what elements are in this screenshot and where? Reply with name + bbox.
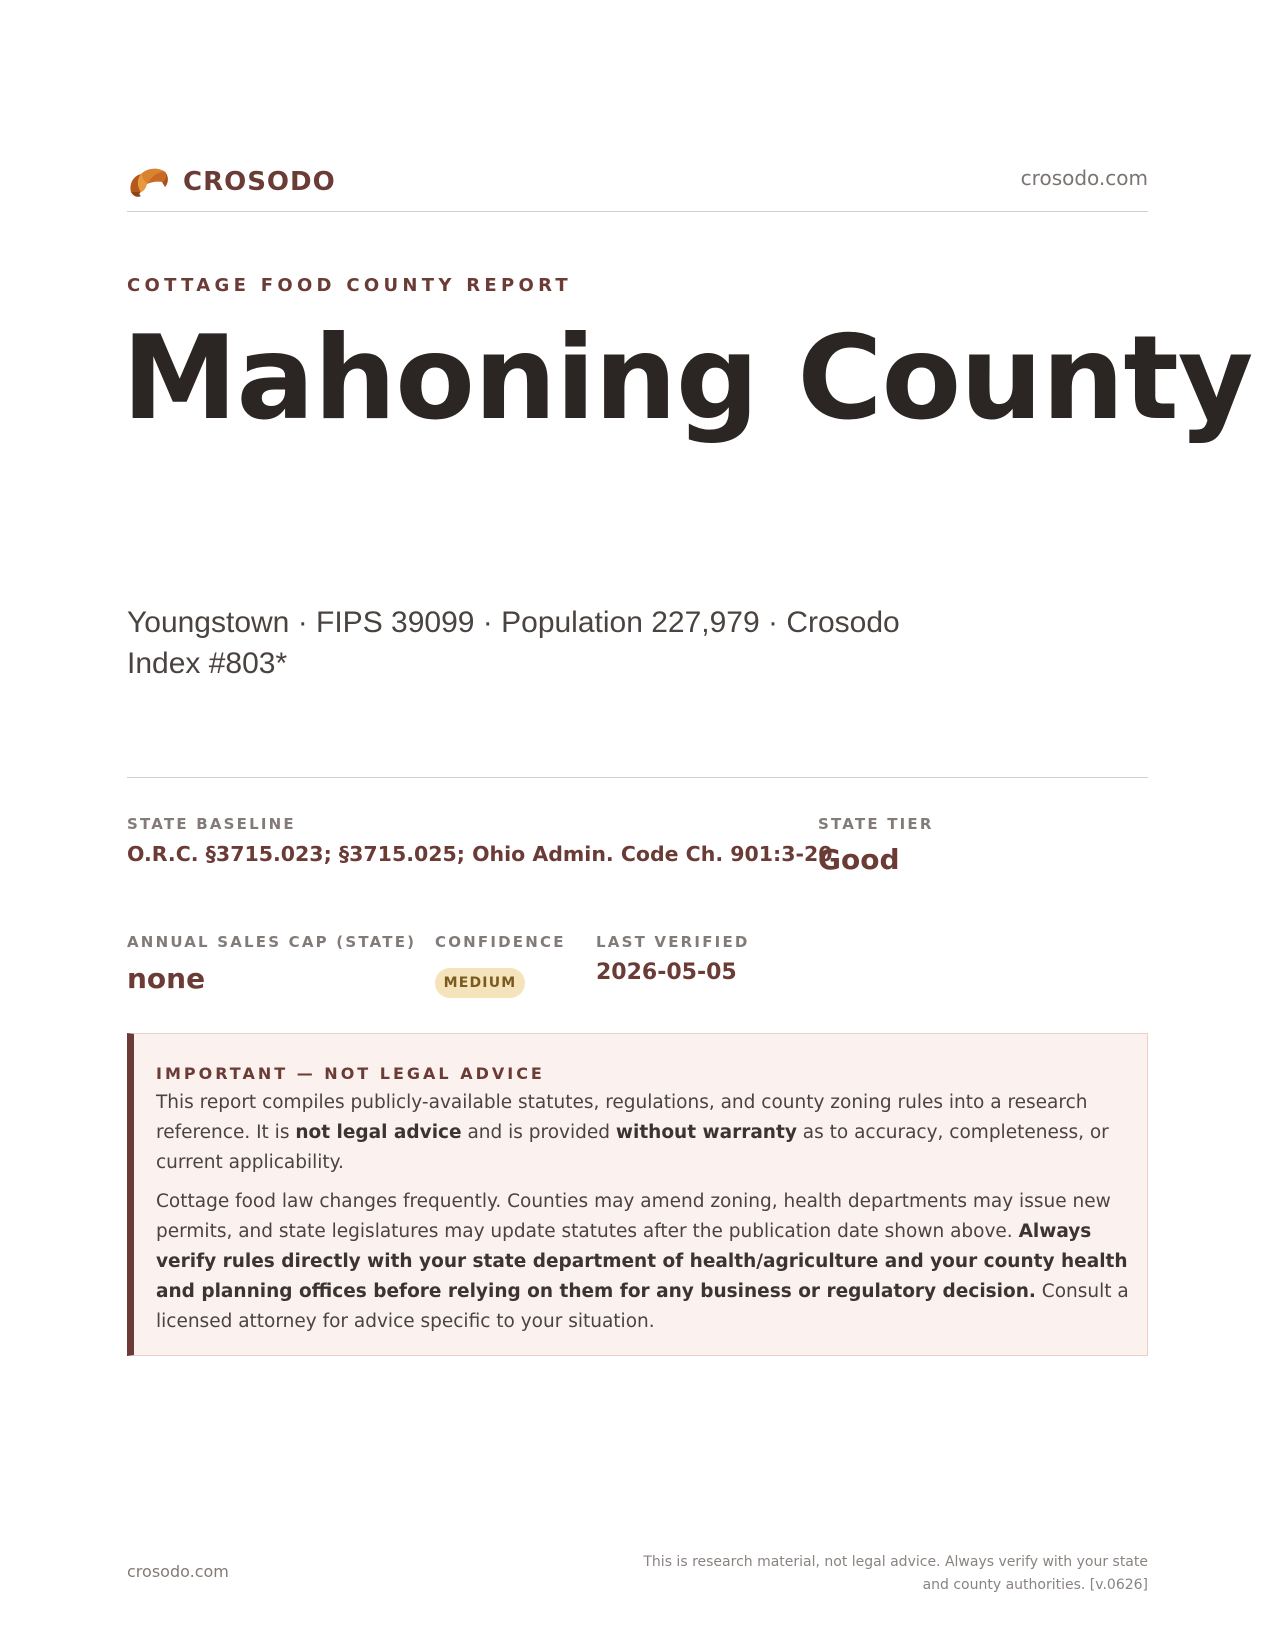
notice-emphasis: Always verify rules directly with your state department of health/agriculture and your county health and planning offices before relying on them for any business or regulatory decision.	[156, 1221, 1128, 1302]
confidence-badge: MEDIUM	[435, 968, 525, 998]
county-subtitle: Youngstown · FIPS 39099 · Population 227,979 · Crosodo Index #803*	[127, 606, 900, 680]
notice-heading: IMPORTANT — NOT LEGAL ADVICE	[156, 1064, 545, 1083]
brand-name: CROSODO	[183, 167, 336, 197]
footer-disclaimer	[628, 1551, 1148, 1597]
state-tier-label: STATE TIER	[818, 815, 934, 833]
last-verified-value: 2026-05-05	[596, 960, 737, 985]
notice-text: as to accuracy, completeness, or current applicability.	[156, 1122, 1109, 1173]
notice-text: and is provided	[461, 1122, 616, 1143]
last-verified-label: LAST VERIFIED	[596, 933, 750, 951]
site-link[interactable]: crosodo.com	[1020, 166, 1148, 190]
footer-disclaimer-line: This is research material, not legal advice. Always verify with your state	[643, 1554, 1148, 1570]
notice-paragraph	[156, 1187, 1131, 1337]
croissant-icon	[127, 162, 169, 202]
report-eyebrow: COTTAGE FOOD COUNTY REPORT	[127, 275, 573, 296]
page-title: Mahoning County	[122, 311, 1253, 446]
sales-cap-label: ANNUAL SALES CAP (STATE)	[127, 933, 417, 951]
notice-text: This report compiles publicly-available statutes, regulations, and county zoning rules into a research reference. It is	[156, 1092, 1088, 1143]
page-header	[127, 156, 1148, 212]
confidence-label: CONFIDENCE	[435, 933, 566, 951]
footer-disclaimer-line: and county authorities. [v.0626]	[922, 1577, 1148, 1593]
state-baseline-value: O.R.C. §3715.023; §3715.025; Ohio Admin. Code Ch. 901:3-20	[127, 842, 833, 866]
footer-site-link[interactable]: crosodo.com	[127, 1562, 229, 1581]
notice-text: Consult a licensed attorney for advice specific to your situation.	[156, 1281, 1129, 1332]
sales-cap-value: none	[127, 962, 206, 995]
brand[interactable]	[127, 162, 336, 202]
notice-emphasis: without warranty	[615, 1122, 797, 1143]
section-divider	[127, 777, 1148, 778]
state-baseline-label: STATE BASELINE	[127, 815, 296, 833]
notice-text: Cottage food law changes frequently. Counties may amend zoning, health departments may issue new permits, and state legislatures may update statutes after the publication date shown above.	[156, 1191, 1111, 1242]
state-tier-value: Good	[818, 843, 900, 876]
notice-emphasis: not legal advice	[295, 1122, 462, 1143]
legal-notice	[127, 1033, 1148, 1356]
notice-paragraph	[156, 1088, 1131, 1178]
